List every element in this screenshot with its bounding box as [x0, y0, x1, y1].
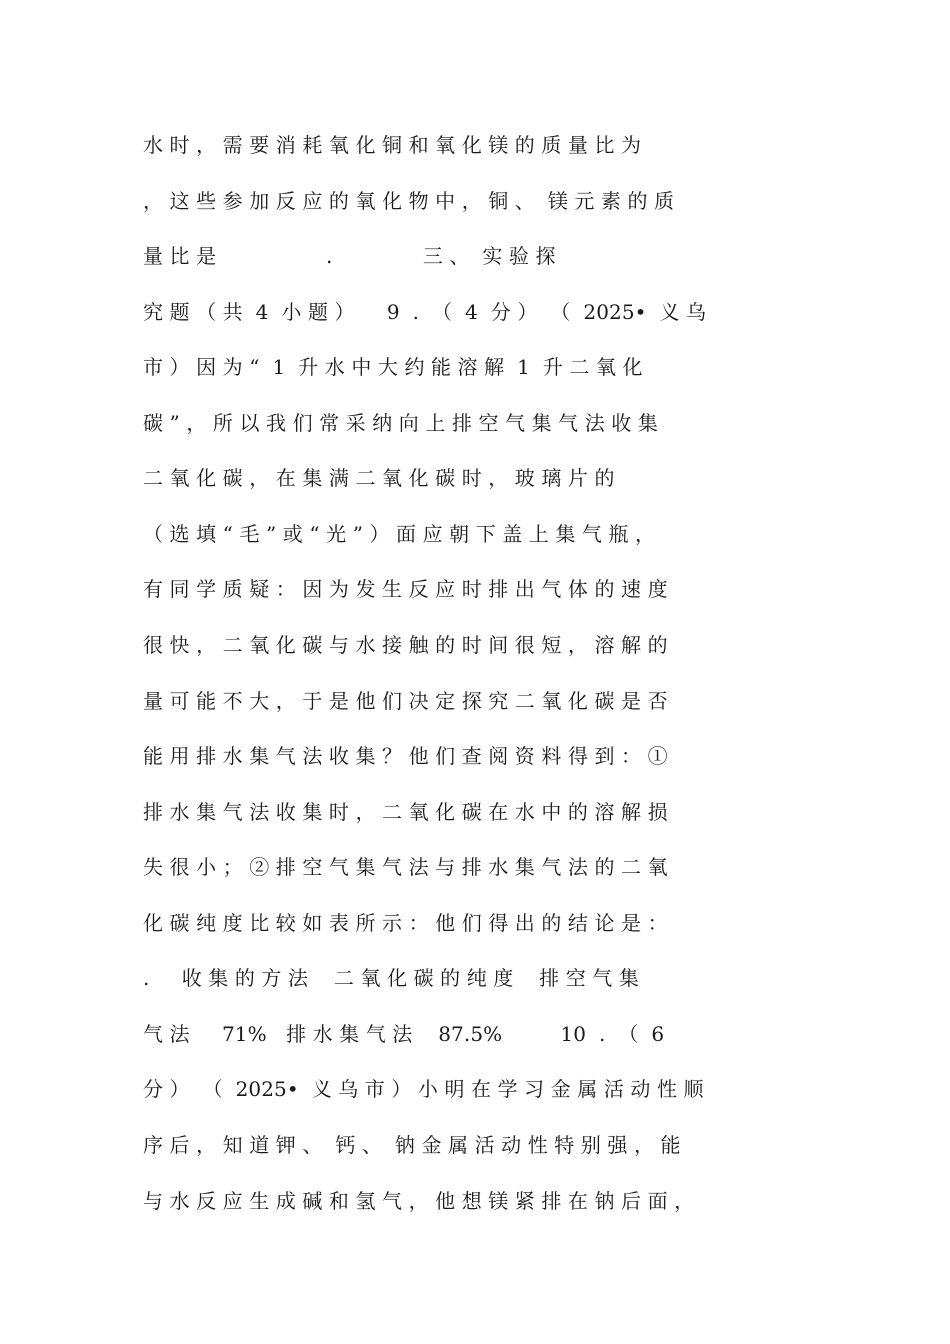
text-line: 碳 ” ， 所 以 我 们 常 采 纳 向 上 排 空 气 集 气 法 收 集	[143, 411, 658, 435]
text-line: ， 这 些 参 加 反 应 的 氧 化 物 中 ， 铜 、 镁 元 素 的 质	[143, 189, 675, 213]
text-line: 量 比 是 . 三 、 实 验 探	[143, 244, 556, 268]
text-line: 究 题 （ 共 4 小 题 ） 9 . （ 4 分 ） （ 2025• 义 乌	[143, 300, 707, 324]
text-line: 排 水 集 气 法 收 集 时 ， 二 氧 化 碳 在 水 中 的 溶 解 损	[143, 800, 668, 824]
text-line: 市 ） 因 为 “ 1 升 水 中 大 约 能 溶 解 1 升 二 氧 化	[143, 355, 643, 379]
text-line: 二 氧 化 碳 ， 在 集 满 二 氧 化 碳 时 ， 玻 璃 片 的	[143, 466, 615, 490]
text-line: 化 碳 纯 度 比 较 如 表 所 示 ： 他 们 得 出 的 结 论 是 ：	[143, 911, 668, 935]
text-line: 有 同 学 质 疑 ： 因 为 发 生 反 应 时 排 出 气 体 的 速 度	[143, 577, 668, 601]
text-line: 很 快 ， 二 氧 化 碳 与 水 接 触 的 时 间 很 短 ， 溶 解 的	[143, 633, 668, 657]
text-line: 量 可 能 不 大 ， 于 是 他 们 决 定 探 究 二 氧 化 碳 是 否	[143, 689, 668, 713]
text-line: 气 法 71% 排 水 集 气 法 87.5% 10 . （ 6	[143, 1022, 665, 1046]
text-line: 序 后 ， 知 道 钾 、 钙 、 钠 金 属 活 动 性 特 别 强 ， 能	[143, 1133, 681, 1157]
text-line: 能 用 排 水 集 气 法 收 集 ？ 他 们 查 阅 资 料 得 到 ： ①	[143, 744, 668, 768]
text-line: 水 时 ， 需 要 消 耗 氧 化 铜 和 氧 化 镁 的 质 量 比 为	[143, 133, 642, 157]
text-line: 失 很 小 ； ② 排 空 气 集 气 法 与 排 水 集 气 法 的 二 氧	[143, 855, 668, 879]
text-line: . 收 集 的 方 法 二 氧 化 碳 的 纯 度 排 空 气 集	[143, 966, 639, 990]
text-line: 分 ） （ 2025• 义 乌 市 ） 小 明 在 学 习 金 属 活 动 性 顺	[143, 1077, 704, 1101]
text-line: （ 选 填 “ 毛 ” 或 “ 光 ” ） 面 应 朝 下 盖 上 集 气 瓶 ，	[143, 522, 656, 546]
text-line: 与 水 反 应 生 成 碱 和 氢 气 ， 他 想 镁 紧 排 在 钠 后 面 ，	[143, 1189, 695, 1213]
